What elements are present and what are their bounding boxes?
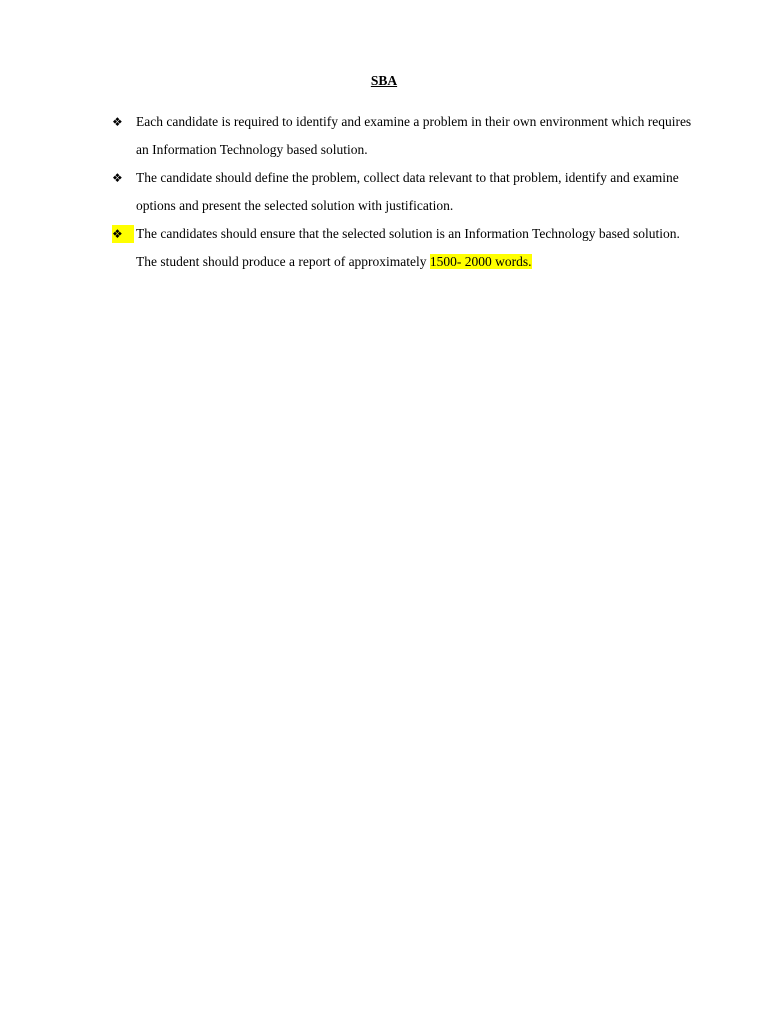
- diamond-bullet-icon: ❖: [112, 225, 134, 243]
- bullet-item-text: The candidates should ensure that the selected solution is an Information Technology based solution. The student should produce a report of approximately: [136, 226, 680, 269]
- bullet-item: [112, 108, 692, 164]
- bullet-item-text: The candidate should define the problem, collect data relevant to that problem, identify and examine options and present the selected solution with justification.: [136, 170, 679, 213]
- bullet-item: [112, 164, 692, 220]
- diamond-bullet-icon: ❖: [112, 115, 123, 129]
- bullet-item: [112, 220, 692, 276]
- bullet-list: [112, 108, 692, 276]
- document-title: SBA: [370, 73, 398, 88]
- bullet-item-text: Each candidate is required to identify and examine a problem in their own environment which requires an Information Technology based solution.: [136, 114, 692, 157]
- diamond-bullet-icon: ❖: [112, 171, 123, 185]
- highlighted-word-count: 1500- 2000 words.: [429, 254, 532, 269]
